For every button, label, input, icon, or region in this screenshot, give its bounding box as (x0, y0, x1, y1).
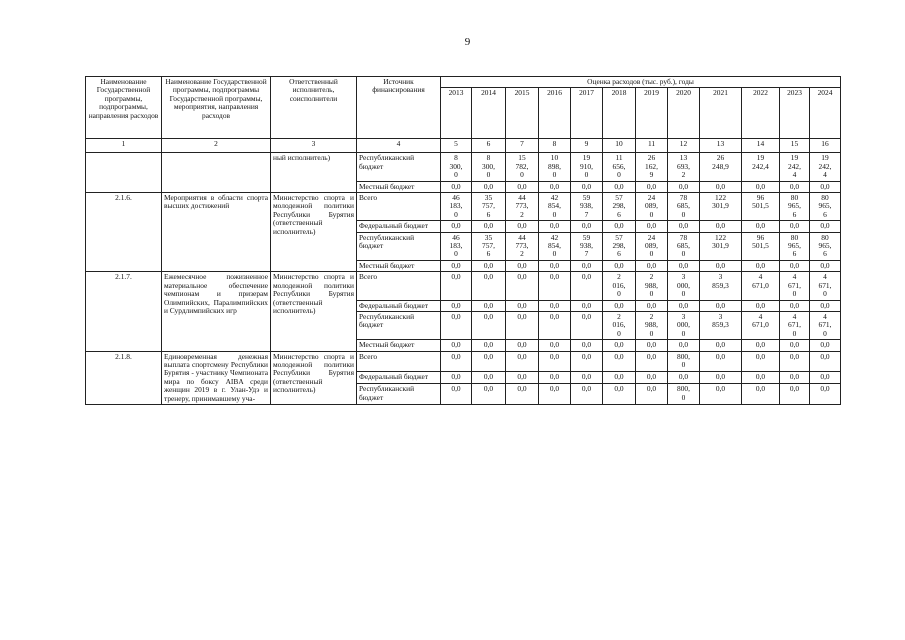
expense-value: 4 671,0 (742, 272, 780, 300)
funding-source: Местный бюджет (357, 260, 441, 271)
column-number-cell: 7 (506, 139, 539, 153)
year-header-cell: 2024 (810, 88, 841, 139)
expense-value: 0,0 (636, 351, 668, 372)
funding-source: Федеральный бюджет (357, 300, 441, 311)
expense-value: 0,0 (441, 260, 472, 271)
expense-value: 0,0 (539, 311, 571, 339)
expense-value: 800, 0 (668, 351, 700, 372)
funding-source: Республиканский бюджет (357, 153, 441, 181)
expense-value: 80 965, 6 (810, 193, 841, 221)
expense-value: 44 773, 2 (506, 193, 539, 221)
expense-value: 0,0 (810, 300, 841, 311)
expense-value: 0,0 (668, 181, 700, 192)
table-row (86, 351, 841, 372)
expense-value: 3 000, 0 (668, 272, 700, 300)
expense-value: 0,0 (571, 181, 603, 192)
expense-value: 0,0 (571, 384, 603, 405)
expense-value: 59 938, 7 (571, 193, 603, 221)
expense-value: 0,0 (506, 260, 539, 271)
year-header-cell: 2021 (700, 88, 742, 139)
expense-value: 0,0 (571, 300, 603, 311)
expense-value: 0,0 (506, 311, 539, 339)
funding-source: Местный бюджет (357, 340, 441, 351)
expense-value: 0,0 (603, 221, 636, 232)
column-number-cell: 16 (810, 139, 841, 153)
expense-value: 0,0 (539, 272, 571, 300)
funding-source: Всего (357, 272, 441, 300)
expense-value: 0,0 (810, 340, 841, 351)
expense-value: 3 859,3 (700, 311, 742, 339)
expense-value: 26 162, 9 (636, 153, 668, 181)
year-header-cell: 2014 (472, 88, 506, 139)
expense-value: 2 016, 0 (603, 311, 636, 339)
table-row (86, 193, 841, 221)
column-number-cell: 11 (636, 139, 668, 153)
expense-value: 0,0 (810, 221, 841, 232)
expense-value: 44 773, 2 (506, 232, 539, 260)
year-header-cell: 2022 (742, 88, 780, 139)
expense-value: 0,0 (742, 260, 780, 271)
funding-source: Республиканский бюджет (357, 311, 441, 339)
expense-value: 0,0 (603, 181, 636, 192)
expense-value: 0,0 (810, 372, 841, 384)
expense-value: 0,0 (700, 181, 742, 192)
expense-value: 0,0 (441, 372, 472, 384)
expense-value: 2 988, 0 (636, 311, 668, 339)
expense-value: 0,0 (636, 340, 668, 351)
expense-value: 0,0 (571, 340, 603, 351)
expense-value: 4 671,0 (742, 311, 780, 339)
column-number-cell: 1 (86, 139, 162, 153)
column-number-cell: 4 (357, 139, 441, 153)
year-header-cell: 2018 (603, 88, 636, 139)
expense-value: 0,0 (700, 351, 742, 372)
column-number-cell: 6 (472, 139, 506, 153)
expense-value: 4 671, 0 (810, 272, 841, 300)
measure-name: Мероприятия в области спорта высших достижений (162, 193, 271, 272)
expense-value: 0,0 (636, 372, 668, 384)
expense-value: 0,0 (571, 221, 603, 232)
expense-value: 0,0 (539, 221, 571, 232)
expense-value: 0,0 (700, 300, 742, 311)
measure-executor: Министерство спорта и молодежной политики Республики Бурятия (ответственный исполнитель) (271, 193, 357, 272)
column-number-cell: 9 (571, 139, 603, 153)
expense-value: 0,0 (780, 340, 810, 351)
expense-value: 0,0 (539, 260, 571, 271)
expense-value: 0,0 (668, 300, 700, 311)
expense-value: 35 757, 6 (472, 232, 506, 260)
expense-value: 0,0 (506, 340, 539, 351)
expense-value: 11 656, 0 (603, 153, 636, 181)
expense-value: 4 671, 0 (780, 311, 810, 339)
expense-value: 0,0 (668, 221, 700, 232)
column-number-cell: 14 (742, 139, 780, 153)
expense-value: 42 854, 0 (539, 232, 571, 260)
year-header-cell: 2019 (636, 88, 668, 139)
expense-value: 0,0 (742, 372, 780, 384)
expense-value: 0,0 (472, 384, 506, 405)
expense-value: 0,0 (742, 384, 780, 405)
expense-value: 0,0 (472, 272, 506, 300)
column-number-cell: 15 (780, 139, 810, 153)
expense-value: 0,0 (506, 384, 539, 405)
expense-value: 80 965, 6 (810, 232, 841, 260)
expense-value: 0,0 (636, 260, 668, 271)
expense-value: 0,0 (472, 340, 506, 351)
expense-value: 78 685, 0 (668, 193, 700, 221)
expense-value: 0,0 (441, 221, 472, 232)
expense-value: 0,0 (506, 372, 539, 384)
expense-value: 96 501,5 (742, 232, 780, 260)
expense-value: 0,0 (700, 384, 742, 405)
expense-value: 0,0 (780, 372, 810, 384)
expense-value: 0,0 (472, 181, 506, 192)
expense-value: 0,0 (506, 351, 539, 372)
expense-value: 15 782, 0 (506, 153, 539, 181)
expense-value: 0,0 (742, 300, 780, 311)
expense-value: 0,0 (668, 340, 700, 351)
header-funding-source: Источник финансирования (357, 77, 441, 139)
header-expense-estimate: Оценка расходов (тыс. руб.), годы (441, 77, 841, 88)
expense-value: 0,0 (539, 384, 571, 405)
expense-value: 0,0 (506, 272, 539, 300)
measure-name: Единовременная денежная выплата спортсмену Республики Бурятия - участнику Чемпионата мира по боксу AIBA среди женщин 2019 в г. Улан-Удэ и тренеру, принимавшему уча- (162, 351, 271, 404)
expense-value: 0,0 (700, 340, 742, 351)
expense-value: 0,0 (700, 372, 742, 384)
expense-value: 80 965, 6 (780, 232, 810, 260)
year-header-cell: 2013 (441, 88, 472, 139)
expense-value: 0,0 (742, 181, 780, 192)
measure-name: Ежемесячное пожизненное материальное обеспечение чемпионам и призерам Олимпийских, Паралимпийских и Сурдлимпийских игр (162, 272, 271, 351)
expense-value: 19 910, 0 (571, 153, 603, 181)
expense-value: 0,0 (603, 372, 636, 384)
expense-value: 24 089, 0 (636, 232, 668, 260)
measure-code: 2.1.8. (86, 351, 162, 404)
expense-value: 8 300, 0 (441, 153, 472, 181)
expense-value: 0,0 (539, 300, 571, 311)
expense-value: 0,0 (539, 181, 571, 192)
measure-name (162, 153, 271, 193)
column-number-cell: 2 (162, 139, 271, 153)
expense-value: 0,0 (506, 300, 539, 311)
expense-value: 0,0 (668, 260, 700, 271)
year-header-cell: 2015 (506, 88, 539, 139)
funding-source: Всего (357, 351, 441, 372)
page-number: 9 (464, 36, 471, 48)
expense-value: 8 300, 0 (472, 153, 506, 181)
expense-value: 0,0 (472, 260, 506, 271)
expense-value: 0,0 (603, 300, 636, 311)
year-header-cell: 2023 (780, 88, 810, 139)
expense-value: 0,0 (700, 260, 742, 271)
expense-value: 2 016, 0 (603, 272, 636, 300)
expense-value: 0,0 (472, 372, 506, 384)
expense-value: 0,0 (780, 181, 810, 192)
column-number-cell: 5 (441, 139, 472, 153)
expense-value: 19 242, 4 (780, 153, 810, 181)
expense-value: 0,0 (636, 384, 668, 405)
expense-value: 0,0 (539, 351, 571, 372)
expense-value: 35 757, 6 (472, 193, 506, 221)
expense-value: 57 298, 6 (603, 193, 636, 221)
budget-estimate-table (85, 76, 841, 405)
expense-value: 0,0 (441, 311, 472, 339)
expense-value: 0,0 (780, 260, 810, 271)
expense-value: 3 000, 0 (668, 311, 700, 339)
expense-value: 0,0 (742, 340, 780, 351)
column-number-cell: 10 (603, 139, 636, 153)
expense-value: 26 248,9 (700, 153, 742, 181)
expense-value: 0,0 (810, 351, 841, 372)
expense-value: 4 671, 0 (810, 311, 841, 339)
measure-code: 2.1.6. (86, 193, 162, 272)
expense-value: 0,0 (571, 260, 603, 271)
expense-value: 0,0 (603, 384, 636, 405)
expense-value: 0,0 (506, 221, 539, 232)
header-measure-name: Наименование Государственной программы, подпрограммы Государственной программы, мероприятия, направления расходов (162, 77, 271, 139)
column-number-cell: 3 (271, 139, 357, 153)
expense-value: 0,0 (571, 351, 603, 372)
funding-source: Всего (357, 193, 441, 221)
expense-value: 0,0 (636, 221, 668, 232)
expense-value: 0,0 (780, 300, 810, 311)
funding-source: Местный бюджет (357, 181, 441, 192)
expense-value: 0,0 (780, 221, 810, 232)
expense-value: 0,0 (780, 351, 810, 372)
expense-value: 0,0 (472, 221, 506, 232)
year-header-cell: 2017 (571, 88, 603, 139)
measure-code: 2.1.7. (86, 272, 162, 351)
column-number-cell: 12 (668, 139, 700, 153)
expense-value: 0,0 (668, 372, 700, 384)
expense-value: 0,0 (441, 340, 472, 351)
expense-value: 122 301,9 (700, 193, 742, 221)
year-header-cell: 2016 (539, 88, 571, 139)
expense-value: 0,0 (780, 384, 810, 405)
expense-value: 0,0 (539, 340, 571, 351)
expense-value: 0,0 (472, 311, 506, 339)
expense-value: 0,0 (571, 311, 603, 339)
expense-value: 42 854, 0 (539, 193, 571, 221)
expense-value: 0,0 (441, 300, 472, 311)
expense-value: 0,0 (539, 372, 571, 384)
expense-value: 0,0 (810, 384, 841, 405)
header-program-name: Наименование Государственной программы, подпрограммы, направления расходов (86, 77, 162, 139)
expense-value: 2 988, 0 (636, 272, 668, 300)
expense-value: 0,0 (742, 351, 780, 372)
expense-value: 4 671, 0 (780, 272, 810, 300)
column-number-cell: 13 (700, 139, 742, 153)
expense-value: 57 298, 6 (603, 232, 636, 260)
measure-executor: ный исполнитель) (271, 153, 357, 193)
table-row (86, 272, 841, 300)
header-executor: Ответственный исполнитель, соисполнители (271, 77, 357, 139)
funding-source: Федеральный бюджет (357, 221, 441, 232)
expense-value: 0,0 (441, 351, 472, 372)
expense-value: 59 938, 7 (571, 232, 603, 260)
expense-value: 0,0 (810, 181, 841, 192)
expense-value: 96 501,5 (742, 193, 780, 221)
expense-value: 0,0 (571, 372, 603, 384)
measure-code (86, 153, 162, 193)
measure-executor: Министерство спорта и молодежной политики Республики Бурятия (ответственный исполнитель) (271, 351, 357, 404)
expense-value: 19 242, 4 (810, 153, 841, 181)
measure-executor: Министерство спорта и молодежной политики Республики Бурятия (ответственный исполнитель) (271, 272, 357, 351)
expense-value: 0,0 (506, 181, 539, 192)
column-number-row (86, 139, 841, 153)
expense-value: 10 898, 0 (539, 153, 571, 181)
funding-source: Республиканский бюджет (357, 232, 441, 260)
expense-value: 0,0 (603, 340, 636, 351)
funding-source: Федеральный бюджет (357, 372, 441, 384)
expense-value: 0,0 (441, 272, 472, 300)
expense-value: 19 242,4 (742, 153, 780, 181)
expense-value: 0,0 (742, 221, 780, 232)
expense-value: 0,0 (810, 260, 841, 271)
expense-value: 0,0 (472, 351, 506, 372)
expense-value: 122 301,9 (700, 232, 742, 260)
expense-value: 0,0 (441, 384, 472, 405)
expense-value: 0,0 (472, 300, 506, 311)
expense-value: 0,0 (571, 272, 603, 300)
funding-source: Республиканский бюджет (357, 384, 441, 405)
expense-value: 0,0 (603, 351, 636, 372)
expense-value: 13 693, 2 (668, 153, 700, 181)
expense-value: 78 685, 0 (668, 232, 700, 260)
expense-value: 3 859,3 (700, 272, 742, 300)
table-row (86, 153, 841, 181)
expense-value: 800, 0 (668, 384, 700, 405)
expense-value: 0,0 (700, 221, 742, 232)
expense-value: 0,0 (636, 181, 668, 192)
year-header-cell: 2020 (668, 88, 700, 139)
expense-value: 0,0 (441, 181, 472, 192)
expense-value: 24 089, 0 (636, 193, 668, 221)
expense-value: 0,0 (603, 260, 636, 271)
expense-value: 80 965, 6 (780, 193, 810, 221)
expense-value: 46 183, 0 (441, 232, 472, 260)
expense-value: 0,0 (636, 300, 668, 311)
expense-value: 46 183, 0 (441, 193, 472, 221)
column-number-cell: 8 (539, 139, 571, 153)
